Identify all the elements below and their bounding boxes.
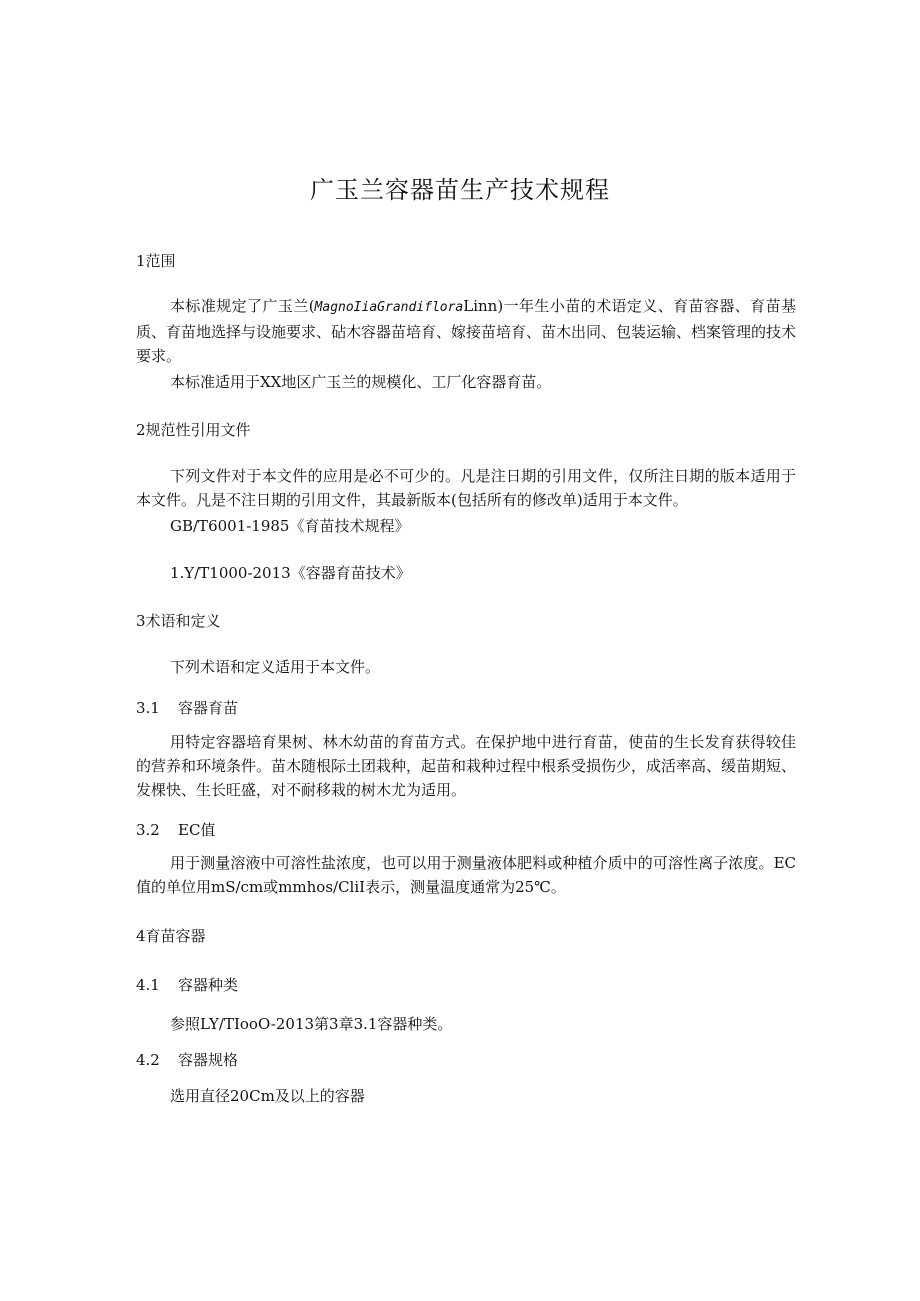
section-1-paragraph-1	[136, 294, 796, 368]
subsection-4-1-paragraph: 参照LY/TIooO-2013第3章3.1容器种类。	[170, 1015, 453, 1033]
section-1-paragraph-2: 本标准适用于XX地区广玉兰的规模化、工厂化容器育苗。	[170, 373, 552, 391]
subsection-number: 3.1	[136, 699, 160, 717]
subsection-number: 4.1	[136, 976, 160, 994]
subsection-label: 容器种类	[178, 976, 239, 994]
subsection-4-2-paragraph: 选用直径20Cm及以上的容器	[170, 1087, 365, 1105]
subsection-3-1-heading	[136, 697, 238, 718]
scope-text-post: Linn)一年生小苗的术语定义、育苗容器、育苗基质、育苗地选择与设施要求、砧木容器苗培育、嫁接苗培育、苗木出同、包装运输、档案管理的技术要求。	[136, 297, 797, 365]
document-title: 广玉兰容器苗生产技术规程	[310, 176, 610, 204]
section-3-heading: 3术语和定义	[136, 612, 221, 630]
subsection-label: 容器育苗	[178, 699, 239, 717]
reference-1: GB/T6001-1985《育苗技术规程》	[170, 517, 410, 535]
latin-name: MagnoIiaGrandiflora	[314, 300, 464, 315]
subsection-label: 容器规格	[178, 1051, 239, 1069]
subsection-number: 4.2	[136, 1051, 160, 1069]
subsection-3-2-heading	[136, 819, 215, 840]
section-2-paragraph: 下列文件对于本文件的应用是必不可少的。凡是注日期的引用文件，仅所注日期的版本适用于本文件。凡是不注日期的引用文件，其最新版本(包括所有的修改单)适用于本文件。	[136, 467, 796, 509]
section-4-heading: 4育苗容器	[136, 927, 206, 945]
subsection-number: 3.2	[136, 821, 160, 839]
reference-2: 1.Y/T1000-2013《容器育苗技术》	[170, 564, 411, 582]
scope-text-pre: 本标准规定了广玉兰(	[170, 297, 315, 315]
subsection-3-2-paragraph: 用于测量溶液中可溶性盐浓度，也可以用于测量液体肥料或种植介质中的可溶性离子浓度。EC值的单位用mS/cm或mmhos∕CliI表示，测量温度通常为25℃。	[136, 854, 796, 896]
subsection-3-1-paragraph: 用特定容器培育果树、林木幼苗的育苗方式。在保护地中进行育苗，使苗的生长发育获得较佳的营养和环境条件。苗木随根际土团栽种，起苗和栽种过程中根系受损伤少，成活率高、缓苗期短、发棵快、生长旺盛，对不耐移栽的树木尤为适用。	[136, 733, 797, 799]
subsection-4-1-heading	[136, 974, 238, 995]
section-3-intro: 下列术语和定义适用于本文件。	[170, 658, 381, 676]
section-2-heading: 2规范性引用文件	[136, 421, 251, 439]
subsection-label: EC值	[178, 821, 216, 839]
subsection-4-2-heading	[136, 1049, 238, 1070]
section-1-heading: 1范围	[136, 252, 176, 270]
